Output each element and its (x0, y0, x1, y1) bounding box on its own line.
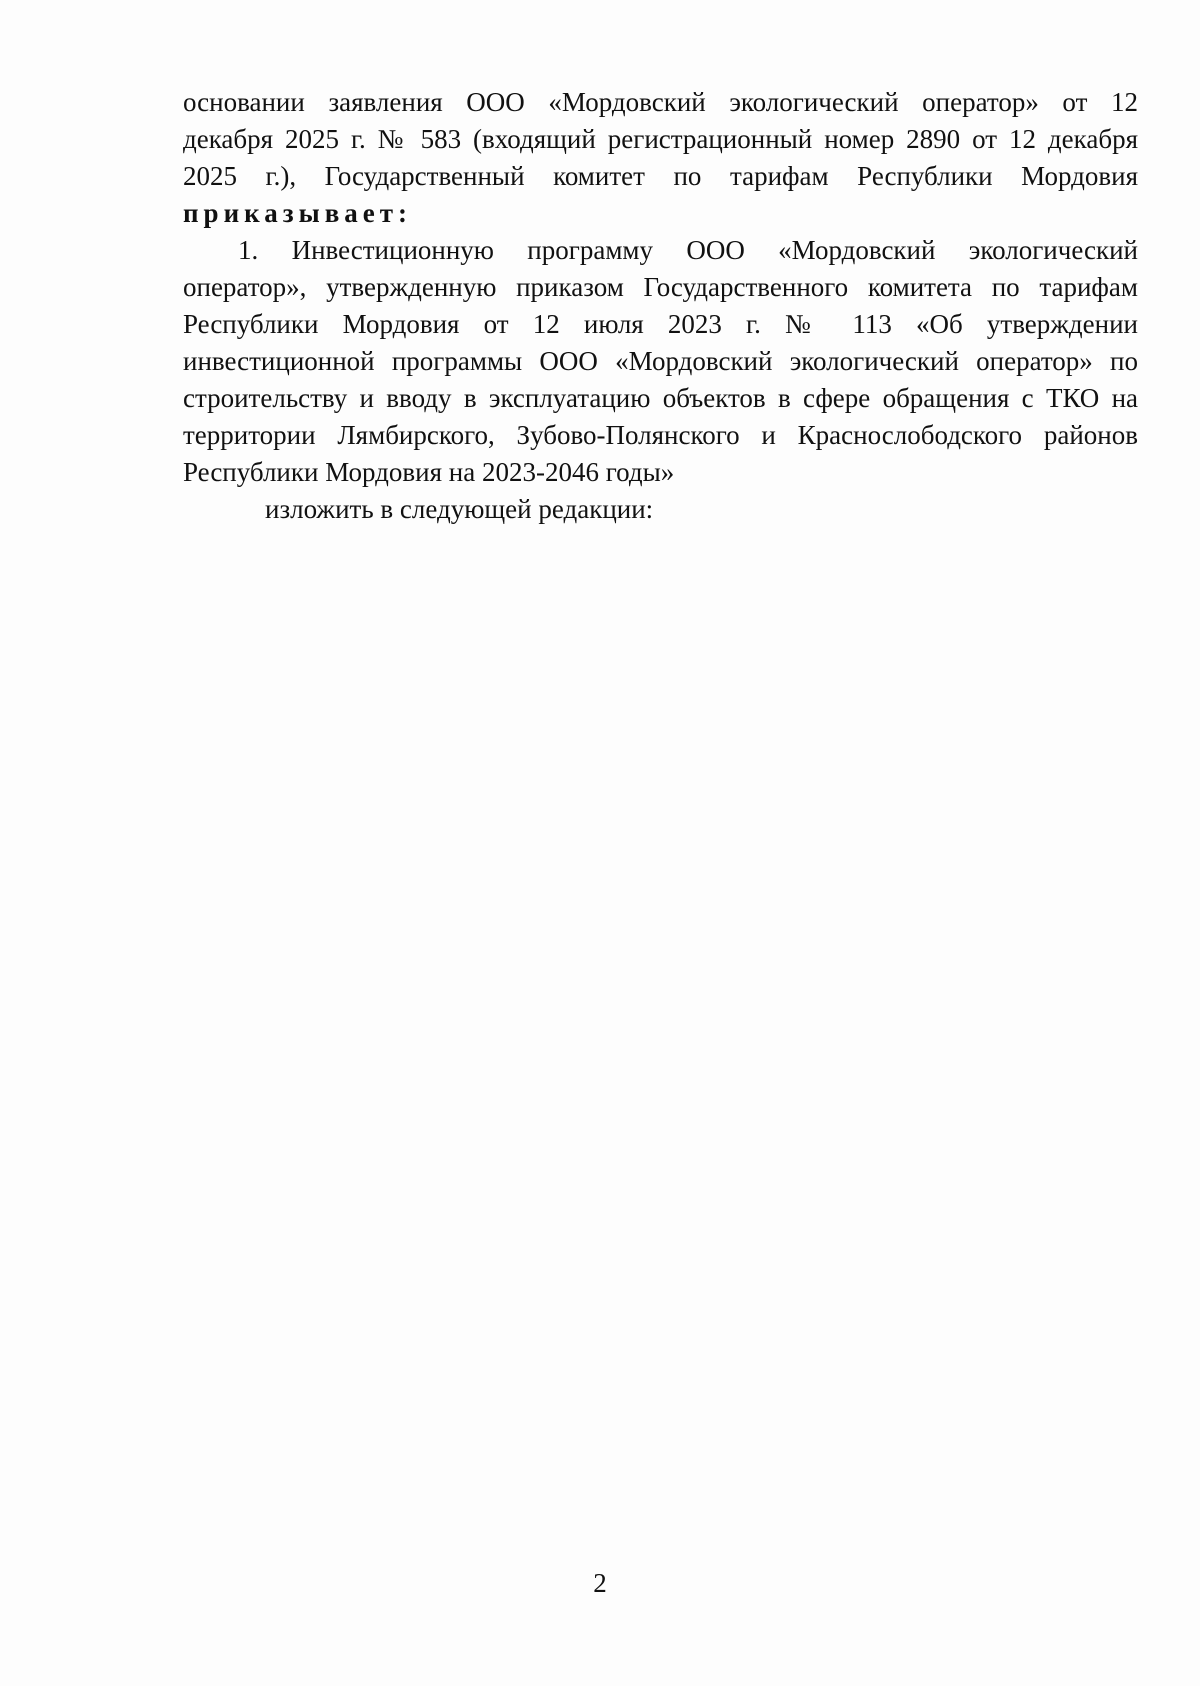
page-number: 2 (593, 1568, 607, 1598)
item-1-line-6: территории Лямбирского, Зубово-Полянского и Краснослободского районов (183, 420, 1138, 450)
item-1-line-1: 1. Инвестиционную программу ООО «Мордовский экологический (238, 235, 1138, 265)
item-1-line-4: инвестиционной программы ООО «Мордовский экологический оператор» по (183, 346, 1138, 376)
item-1-tail: изложить в следующей редакции: (265, 494, 654, 524)
intro-line-2: декабря 2025 г. № 583 (входящий регистрационный номер 2890 от 12 декабря (183, 124, 1138, 154)
item-1-line-5: строительству и вводу в эксплуатацию объектов в сфере обращения с ТКО на (183, 383, 1138, 413)
order-word: приказывает: (183, 198, 413, 228)
item-1-line-3: Республики Мордовия от 12 июля 2023 г. № 113 «Об утверждении (183, 309, 1138, 339)
intro-line-3: 2025 г.), Государственный комитет по тарифам Республики Мордовия (183, 161, 1138, 191)
intro-line-1: основании заявления ООО «Мордовский экологический оператор» от 12 (183, 87, 1138, 117)
item-1-line-7: Республики Мордовия на 2023-2046 годы» (183, 457, 675, 487)
item-1-line-2: оператор», утвержденную приказом Государственного комитета по тарифам (183, 272, 1138, 302)
document-body (183, 84, 1138, 528)
